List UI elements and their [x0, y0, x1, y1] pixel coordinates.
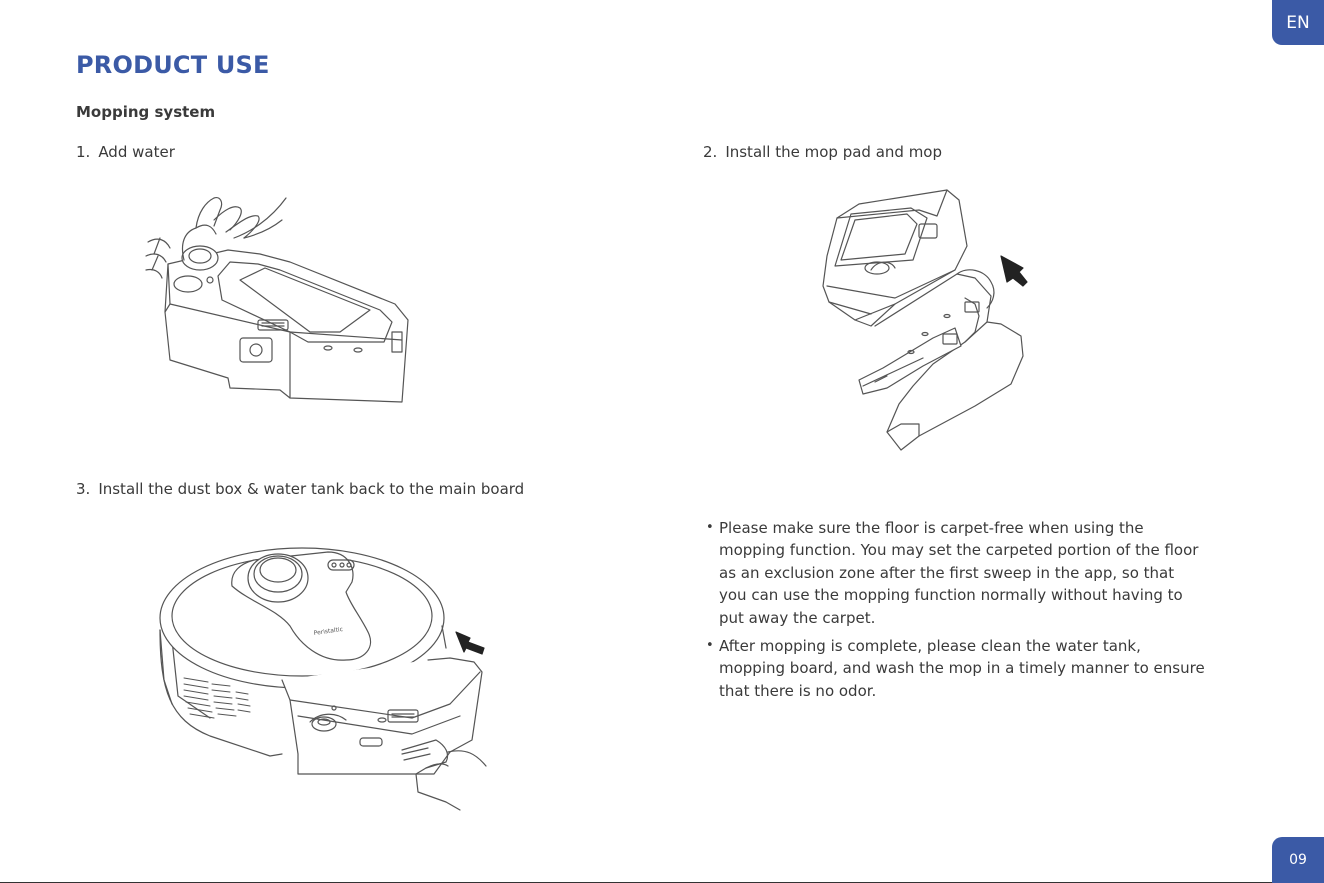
language-tab [1272, 0, 1324, 45]
step-3-number: 3. [76, 480, 91, 498]
note-carpet: • Please make sure the floor is carpet-free when using the mopping function. You may set the carpeted portion of the floor as an exclusion zone after the first sweep in the app, so that you can use the mopping function normally without having to put away the carpet. [706, 517, 1206, 629]
page-number: 09 [1289, 852, 1307, 868]
note-cleaning: • After mopping is complete, please clean the water tank, mopping board, and wash the mop in a timely manner to ensure that there is no odor. [706, 635, 1206, 702]
language-label: EN [1286, 12, 1310, 33]
step-3-heading [76, 480, 524, 498]
step-2-label: Install the mop pad and mop [725, 143, 942, 161]
brand-mark: Peristaltic [313, 625, 344, 637]
mop-board-install-illustration [815, 186, 1030, 454]
step-2-heading [703, 143, 942, 161]
step-1-heading [76, 143, 175, 161]
step-1-label: Add water [98, 143, 175, 161]
water-tank-refill-illustration [140, 192, 420, 412]
section-subtitle: Mopping system [76, 103, 216, 121]
notes-list [706, 517, 1206, 708]
page-title: PRODUCT USE [76, 51, 270, 79]
page-number-tab [1272, 837, 1324, 883]
step-1-number: 1. [76, 143, 91, 161]
step-3-label: Install the dust box & water tank back to the main board [98, 480, 525, 498]
robot-vacuum-illustration [150, 540, 500, 812]
step-2-number: 2. [703, 143, 718, 161]
